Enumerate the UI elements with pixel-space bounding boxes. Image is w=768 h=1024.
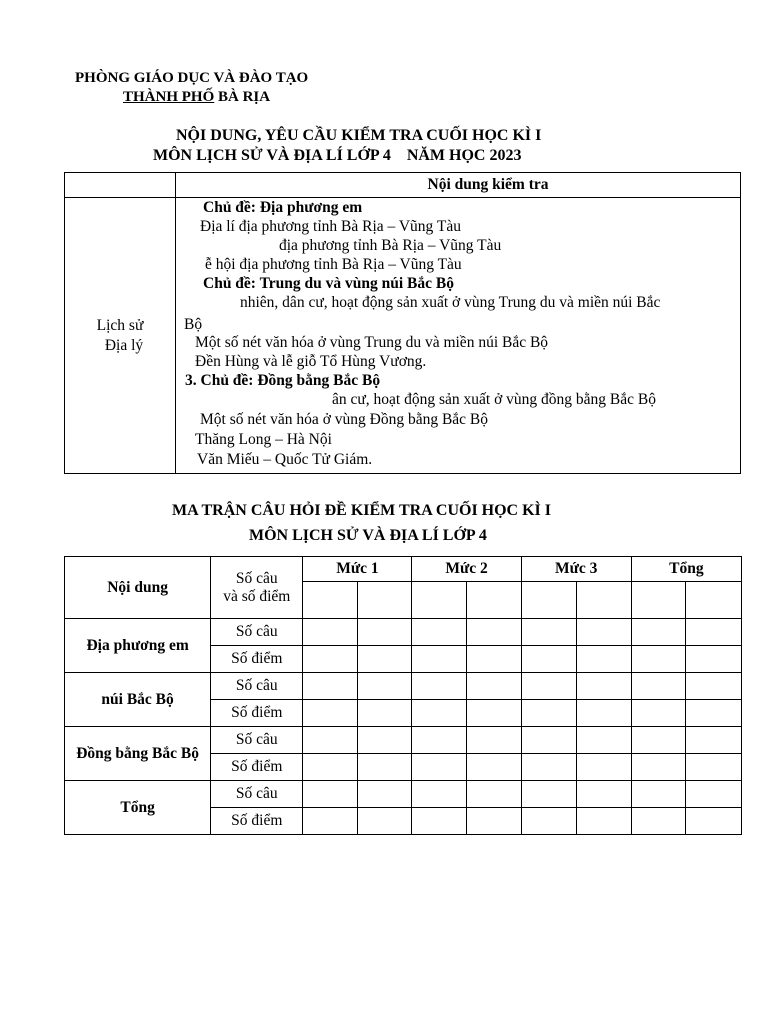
matrix-cell — [303, 582, 358, 619]
content-line: ễ hội địa phương tỉnh Bà Rịa – Vũng Tàu — [205, 256, 462, 273]
matrix-cell — [358, 673, 412, 700]
matrix-cell — [358, 808, 412, 835]
matrix-cell — [358, 700, 412, 727]
matrix-cell — [576, 781, 631, 808]
matrix-cell — [466, 582, 521, 619]
content-line: địa phương tỉnh Bà Rịa – Vũng Tàu — [279, 237, 502, 254]
matrix-cell — [412, 646, 466, 673]
matrix-cell — [412, 619, 466, 646]
matrix-cell — [358, 754, 412, 781]
matrix-cell — [358, 582, 412, 619]
content-line: Đền Hùng và lễ giỗ Tổ Hùng Vương. — [195, 353, 427, 370]
matrix-table — [64, 556, 742, 835]
matrix-cell — [466, 700, 521, 727]
matrix-cell — [303, 808, 358, 835]
level-2-header: Mức 2 — [412, 557, 521, 582]
subject-line1: Lịch sử — [96, 316, 144, 334]
matrix-cell — [631, 808, 685, 835]
level-1-header: Mức 1 — [303, 557, 412, 582]
content-line: nhiên, dân cư, hoạt động sản xuất ở vùng Trung du và miền núi Bắc — [240, 294, 661, 311]
content-table-header: Nội dung kiểm tra — [176, 173, 741, 198]
matrix-title-line2: MÔN LỊCH SỬ VÀ ĐỊA LÍ LỚP 4 — [249, 527, 487, 544]
matrix-cell — [685, 808, 741, 835]
matrix-cell — [303, 754, 358, 781]
topic-heading-2: Chủ đề: Trung du và vùng núi Bắc Bộ — [203, 275, 454, 292]
doc-title-line2: MÔN LỊCH SỬ VÀ ĐỊA LÍ LỚP 4 NĂM HỌC 2023 — [153, 147, 522, 164]
matrix-cell — [521, 754, 576, 781]
matrix-cell — [576, 673, 631, 700]
topic-heading-3: 3. Chủ đề: Đồng bằng Bắc Bộ — [185, 372, 381, 389]
matrix-cell — [466, 673, 521, 700]
matrix-cell — [303, 673, 358, 700]
matrix-cell — [412, 808, 466, 835]
row-score-label: Số điểm — [211, 808, 303, 835]
row-count-label: Số câu — [211, 727, 303, 754]
org-name-rest: BÀ RỊA — [214, 89, 271, 105]
matrix-cell — [685, 646, 741, 673]
matrix-cell — [358, 727, 412, 754]
matrix-cell — [303, 727, 358, 754]
matrix-cell — [576, 808, 631, 835]
matrix-cell — [412, 754, 466, 781]
matrix-cell — [521, 700, 576, 727]
row-count-label: Số câu — [211, 781, 303, 808]
subject-line2: Địa lý — [104, 336, 144, 354]
matrix-cell — [466, 646, 521, 673]
row-score-label: Số điểm — [211, 754, 303, 781]
group-total: Tổng — [65, 781, 211, 835]
matrix-cell — [685, 700, 741, 727]
matrix-cell — [521, 646, 576, 673]
row-score-label: Số điểm — [211, 700, 303, 727]
content-line: Văn Miếu – Quốc Tử Giám. — [197, 451, 373, 468]
row-count-label: Số câu — [211, 619, 303, 646]
matrix-cell — [521, 727, 576, 754]
matrix-cell — [631, 646, 685, 673]
matrix-cell — [685, 619, 741, 646]
matrix-cell — [631, 673, 685, 700]
content-table-corner — [65, 173, 176, 198]
matrix-cell — [303, 646, 358, 673]
matrix-cell — [685, 781, 741, 808]
matrix-cell — [631, 727, 685, 754]
matrix-cell — [685, 673, 741, 700]
matrix-cell — [576, 754, 631, 781]
matrix-cell — [631, 582, 685, 619]
matrix-cell — [303, 700, 358, 727]
content-line: ân cư, hoạt động sản xuất ở vùng đồng bằng Bắc Bộ — [332, 391, 656, 408]
matrix-header-count — [211, 557, 303, 619]
content-line: Một số nét văn hóa ở vùng Đồng bằng Bắc Bộ — [200, 411, 489, 428]
row-count-label: Số câu — [211, 673, 303, 700]
group-red-river-delta: Đồng bằng Bắc Bộ — [65, 727, 211, 781]
org-name-line1: PHÒNG GIÁO DỤC VÀ ĐÀO TẠO — [75, 70, 309, 86]
matrix-cell — [412, 582, 466, 619]
matrix-cell — [466, 754, 521, 781]
matrix-cell — [631, 781, 685, 808]
matrix-cell — [685, 727, 741, 754]
matrix-cell — [358, 781, 412, 808]
matrix-header-content: Nội dung — [65, 557, 211, 619]
content-cell — [176, 198, 741, 474]
matrix-cell — [685, 582, 741, 619]
matrix-cell — [412, 700, 466, 727]
total-header: Tổng — [631, 557, 741, 582]
content-line: Một số nét văn hóa ở vùng Trung du và miền núi Bắc Bộ — [195, 334, 549, 351]
group-local: Địa phương em — [65, 619, 211, 673]
matrix-cell — [631, 619, 685, 646]
content-table — [64, 172, 741, 474]
matrix-cell — [576, 727, 631, 754]
org-name-line2 — [123, 89, 270, 106]
matrix-cell — [358, 646, 412, 673]
matrix-cell — [521, 781, 576, 808]
content-line: Địa lí địa phương tỉnh Bà Rịa – Vũng Tàu — [200, 218, 461, 235]
content-line: Bộ — [184, 316, 203, 333]
matrix-cell — [631, 754, 685, 781]
row-score-label: Số điểm — [211, 646, 303, 673]
matrix-cell — [466, 619, 521, 646]
matrix-cell — [576, 700, 631, 727]
matrix-cell — [412, 727, 466, 754]
matrix-cell — [576, 582, 631, 619]
subject-cell — [65, 198, 176, 474]
doc-title-line1: NỘI DUNG, YÊU CẦU KIỂM TRA CUỐI HỌC KÌ I — [176, 127, 542, 144]
matrix-cell — [521, 673, 576, 700]
matrix-header-count-line2: và số điểm — [223, 587, 291, 605]
matrix-header-count-line1: Số câu — [235, 569, 278, 587]
matrix-cell — [685, 754, 741, 781]
topic-heading-1: Chủ đề: Địa phương em — [203, 199, 363, 216]
org-name-underlined: THÀNH PHỐ — [123, 89, 215, 105]
matrix-cell — [631, 700, 685, 727]
matrix-cell — [521, 808, 576, 835]
matrix-cell — [576, 619, 631, 646]
matrix-title-line1: MA TRẬN CÂU HỎI ĐỀ KIỂM TRA CUỐI HỌC KÌ I — [172, 502, 552, 519]
matrix-cell — [521, 619, 576, 646]
matrix-cell — [303, 781, 358, 808]
matrix-cell — [576, 646, 631, 673]
matrix-cell — [412, 781, 466, 808]
matrix-cell — [358, 619, 412, 646]
matrix-cell — [466, 781, 521, 808]
matrix-cell — [466, 727, 521, 754]
group-northern-mountains: núi Bắc Bộ — [65, 673, 211, 727]
matrix-cell — [521, 582, 576, 619]
level-3-header: Mức 3 — [521, 557, 631, 582]
matrix-cell — [412, 673, 466, 700]
matrix-cell — [303, 619, 358, 646]
content-line: Thăng Long – Hà Nội — [195, 431, 332, 448]
matrix-cell — [466, 808, 521, 835]
